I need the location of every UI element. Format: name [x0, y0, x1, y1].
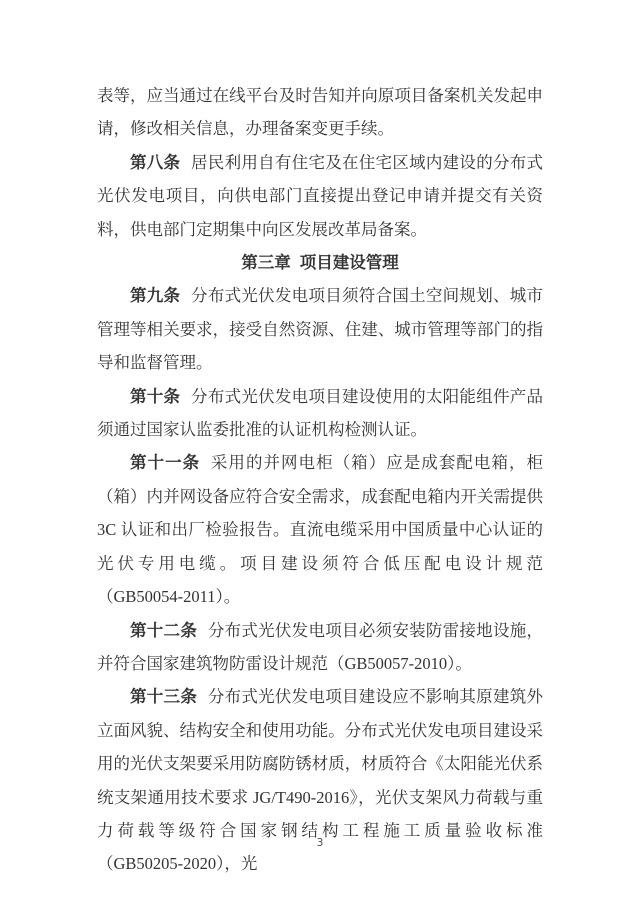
article-8-text: 居民利用自有住宅及在住宅区域内建设的分布式光伏发电项目，向供电部门直接提出登记申请并提交有关资料，供电部门定期集中向区发展改革局备案。 [97, 152, 544, 239]
article-8-term: 第八条 [130, 152, 181, 172]
paragraph-continuation [97, 79, 543, 146]
article-12-text: 分布式光伏发电项目必须安装防雷接地设施，并符合国家建筑物防雷设计规范（GB50057-2010）。 [97, 620, 544, 673]
chapter-heading [97, 246, 543, 279]
page-number: 3 [316, 836, 324, 849]
article-8-paragraph [97, 146, 543, 246]
article-13-text: 分布式光伏发电项目建设应不影响其原建筑外立面风貌、结构安全和使用功能。分布式光伏发电项目建设采用的光伏支架要采用防腐防锈材质，材质符合《太阳能光伏系统支架通用技术要求 JG/T490-2016》，光伏支架风力荷载与重力荷载等级符合国家钢结构工程施工质量验收标准（GB50205-2020），光 [97, 687, 544, 874]
page-footer [0, 824, 640, 857]
article-11-paragraph [97, 446, 543, 613]
article-9-text: 分布式光伏发电项目须符合国土空间规划、城市管理等相关要求，接受自然资源、住建、城市管理等部门的指导和监督管理。 [97, 286, 544, 373]
article-10-paragraph [97, 380, 543, 447]
article-9-paragraph [97, 279, 543, 379]
article-9-term: 第九条 [130, 286, 181, 306]
article-10-text: 分布式光伏发电项目建设使用的太阳能组件产品须通过国家认监委批准的认证机构检测认证。 [97, 386, 544, 440]
article-12-term: 第十二条 [130, 620, 198, 640]
article-11-text: 采用的并网电柜（箱）应是成套配电箱，柜（箱）内并网设备应符合安全需求，成套配电箱内开关需提供 3C 认证和出厂检验报告。直流电缆采用中国质量中心认证的光伏专用电缆。项目建设须符合低压配电设计规范（GB50054-2011）。 [97, 453, 544, 607]
article-12-paragraph [97, 614, 543, 681]
article-11-term: 第十一条 [130, 453, 201, 473]
article-13-term: 第十三条 [130, 687, 198, 707]
paragraph-text: 表等，应当通过在线平台及时告知并向原项目备案机关发起申请，修改相关信息，办理备案变更手续。 [97, 86, 543, 139]
chapter-title: 项目建设管理 [299, 253, 399, 273]
chapter-number: 第三章 [241, 253, 291, 273]
article-10-term: 第十条 [130, 386, 181, 406]
